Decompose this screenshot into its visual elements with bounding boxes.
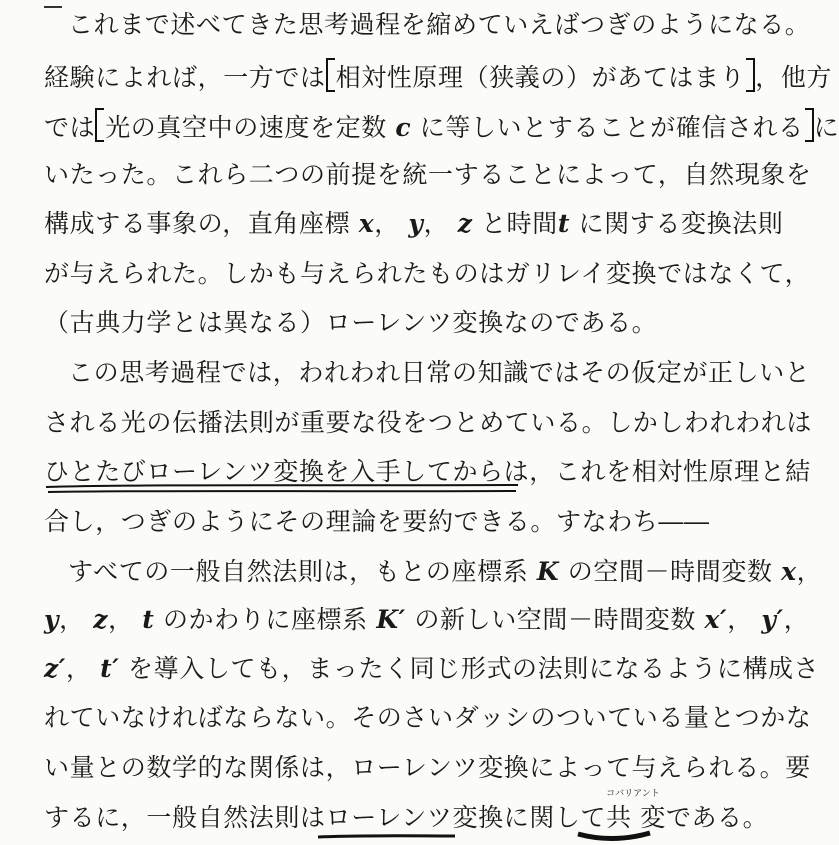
text-line-12: すべての一般自然法則は，もとの座標系 K の空間－時間変数 x， — [68, 557, 823, 586]
text-line-10: ひとたびローレンツ変換を入手してからは，これを相対性原理と結 — [44, 457, 811, 486]
handwritten-bracket-close — [805, 108, 814, 142]
underlined-lorentz: ローレンツ変換 — [325, 803, 504, 832]
ruby-text: コバリアント — [606, 789, 660, 799]
handwritten-bracket-open — [95, 108, 104, 142]
text-line-14: z′， t′ を導入しても，まったく同じ形式の法則になるように構成さ — [44, 654, 820, 683]
underlined-phrase: ひとたびローレンツ変換を入手してからは， — [44, 457, 555, 486]
text-line-6: が与えられた。しかも与えられたものはガリレイ変換ではなくて， — [44, 259, 811, 288]
text-line-16: い量との数学的な関係は，ローレンツ変換によって与えられる。要 — [44, 753, 811, 782]
text-line-5: 構成する事象の，直角座標 x， y， z と時間t に関する変換法則 — [44, 209, 784, 238]
text-line-1: これまで述べてきた思考過程を縮めていえばつぎのようになる。 — [68, 10, 811, 39]
text-line-13: y， z， t のかわりに座標系 K′ の新しい空間－時間変数 x′， y′， — [44, 605, 810, 634]
covariant-ruby-word: コバリアント 共 変 — [606, 789, 666, 832]
text-line-3: では 光の真空中の速度を定数 c に等しいとすることが確信される に — [44, 108, 839, 142]
text-line-7: （古典力学とは異なる）ローレンツ変換なのである。 — [44, 308, 658, 337]
text-line-2: 経験によれば，一方では 相対性原理（狭義の）があてはまり ，他方 — [44, 58, 832, 92]
double-underline-bottom — [48, 491, 516, 492]
text-line-17: するに，一般自然法則はローレンツ変換に関して コバリアント 共 変である。 — [44, 801, 768, 835]
handwritten-bracket-open — [326, 58, 335, 92]
underline-lorentz — [318, 836, 455, 837]
text-line-8: この思考過程では，われわれ日常の知識ではその仮定が正しいと — [68, 358, 811, 387]
text-line-9: される光の伝播法則が重要な役をつとめている。しかしわれわれは — [44, 408, 813, 437]
text-line-4: いたった。これら二つの前提を統一することによって，自然現象を — [44, 160, 812, 189]
text-line-11: 合し，つぎのようにその理論を要約できる。すなわち―― — [44, 507, 710, 536]
text-line-15: れていなければならない。そのさいダッシのついている量とつかな — [44, 703, 812, 732]
handwritten-bracket-close — [746, 58, 755, 92]
scan-mark — [44, 6, 62, 8]
